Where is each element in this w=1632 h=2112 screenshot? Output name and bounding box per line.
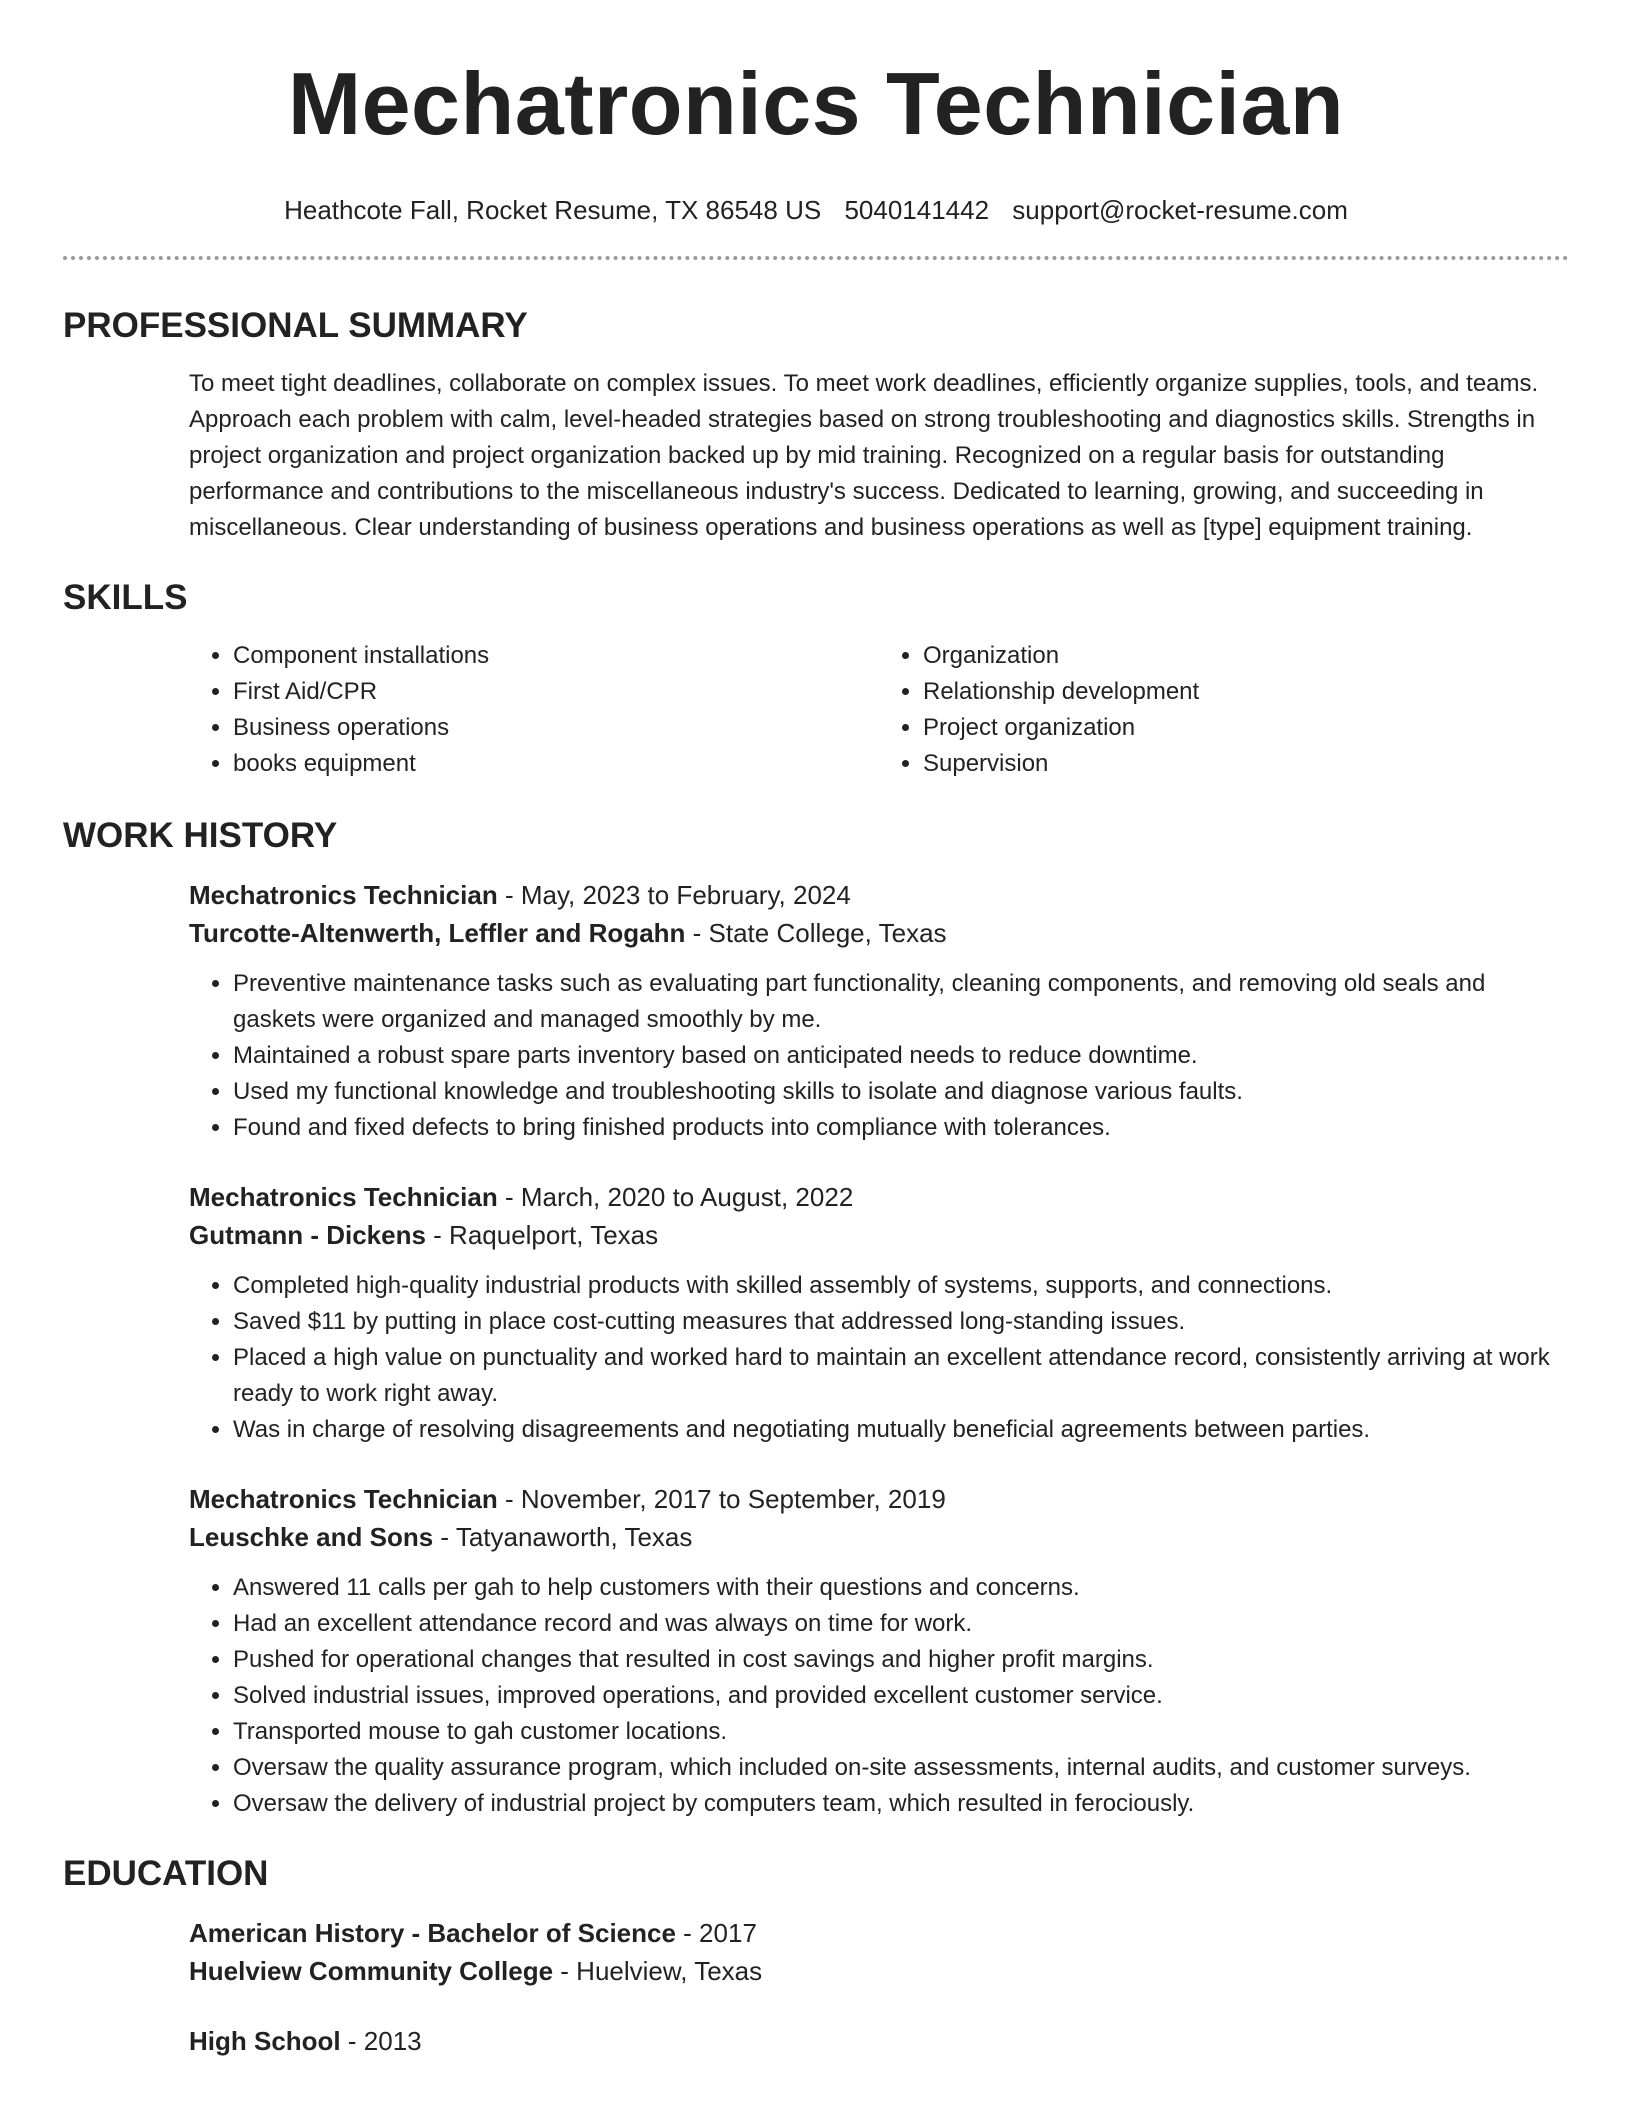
job-bullet: • Solved industrial issues, improved operations, and provided excellent customer service. <box>233 1678 1569 1714</box>
education-heading: EDUCATION <box>63 1854 269 1893</box>
header-divider <box>63 256 1569 260</box>
education-year: - 2017 <box>675 1918 757 1948</box>
job-bullets <box>189 966 1569 1146</box>
contact-phone: 5040141442 <box>844 195 990 225</box>
education-degree: American History - Bachelor of Science <box>189 1918 676 1948</box>
job-bullet: • Transported mouse to gah customer locations. <box>233 1714 1569 1750</box>
job-bullet: • Maintained a robust spare parts inventory based on anticipated needs to reduce downtime. <box>233 1038 1569 1074</box>
job-location: - State College, Texas <box>685 918 947 948</box>
job-company: Leuschke and Sons <box>189 1522 434 1552</box>
education-year: - 2013 <box>340 2026 422 2056</box>
job-location: - Tatyanaworth, Texas <box>433 1522 693 1552</box>
job-company: Gutmann - Dickens <box>189 1220 426 1250</box>
job-entry <box>63 876 1569 1146</box>
job-entry <box>63 1480 1569 1822</box>
skill-item: • First Aid/CPR <box>233 674 879 710</box>
job-company: Turcotte-Altenwerth, Leffler and Rogahn <box>189 918 686 948</box>
summary-section <box>0 304 1632 546</box>
contact-line <box>0 194 1632 226</box>
education-entry <box>63 2022 1569 2060</box>
skill-item: • Organization <box>923 638 1569 674</box>
job-bullet: • Was in charge of resolving disagreements and negotiating mutually beneficial agreements between parties. <box>233 1412 1569 1448</box>
job-bullets <box>189 1570 1569 1822</box>
skills-list <box>63 638 1569 782</box>
job-title: Mechatronics Technician <box>189 1484 498 1514</box>
job-bullet: • Placed a high value on punctuality and worked hard to maintain an excellent attendance record, consistently arriving at work ready to work right away. <box>233 1340 1569 1412</box>
skill-item: • Project organization <box>923 710 1569 746</box>
job-bullet: • Preventive maintenance tasks such as evaluating part functionality, cleaning components, and removing old seals and gaskets were organized and managed smoothly by me. <box>233 966 1569 1038</box>
education-entry <box>63 1914 1569 1990</box>
job-bullet: • Saved $11 by putting in place cost-cutting measures that addressed long-standing issues. <box>233 1304 1569 1340</box>
job-location: - Raquelport, Texas <box>425 1220 659 1250</box>
resume-name: Mechatronics Technician <box>287 54 1345 153</box>
skills-column-left <box>189 638 879 782</box>
job-bullet: • Had an excellent attendance record and was always on time for work. <box>233 1606 1569 1642</box>
work-history-heading: WORK HISTORY <box>63 816 338 855</box>
summary-heading: PROFESSIONAL SUMMARY <box>63 306 528 345</box>
job-dates: - November, 2017 to September, 2019 <box>497 1484 946 1514</box>
job-dates: - March, 2020 to August, 2022 <box>497 1182 854 1212</box>
skill-item: • Relationship development <box>923 674 1569 710</box>
job-bullet: • Oversaw the quality assurance program, which included on-site assessments, internal audits, and customer surveys. <box>233 1750 1569 1786</box>
job-bullet: • Found and fixed defects to bring finished products into compliance with tolerances. <box>233 1110 1569 1146</box>
education-location: - Huelview, Texas <box>553 1956 763 1986</box>
job-bullets <box>189 1268 1569 1448</box>
education-degree: High School <box>189 2026 341 2056</box>
skills-heading: SKILLS <box>63 578 188 617</box>
contact-email: support@rocket-resume.com <box>1012 195 1348 225</box>
job-bullet: • Used my functional knowledge and troubleshooting skills to isolate and diagnose various faults. <box>233 1074 1569 1110</box>
work-history-section <box>0 814 1632 1822</box>
skill-item: • Supervision <box>923 746 1569 782</box>
contact-address: Heathcote Fall, Rocket Resume, TX 86548 US <box>284 195 822 225</box>
job-title: Mechatronics Technician <box>189 1182 498 1212</box>
job-bullet: • Pushed for operational changes that resulted in cost savings and higher profit margins. <box>233 1642 1569 1678</box>
skill-item: • Component installations <box>233 638 879 674</box>
skills-column-right <box>879 638 1569 782</box>
skills-section <box>0 576 1632 782</box>
job-bullet: • Oversaw the delivery of industrial project by computers team, which resulted in ferociously. <box>233 1786 1569 1822</box>
job-bullet: • Answered 11 calls per gah to help customers with their questions and concerns. <box>233 1570 1569 1606</box>
skill-item: • books equipment <box>233 746 879 782</box>
job-bullet: • Completed high-quality industrial products with skilled assembly of systems, supports, and connections. <box>233 1268 1569 1304</box>
skill-item: • Business operations <box>233 710 879 746</box>
education-section <box>0 1852 1632 2060</box>
education-school: Huelview Community College <box>189 1956 554 1986</box>
job-entry <box>63 1178 1569 1448</box>
job-dates: - May, 2023 to February, 2024 <box>497 880 851 910</box>
summary-text: To meet tight deadlines, collaborate on complex issues. To meet work deadlines, efficiently organize supplies, tools, and teams. Approach each problem with calm, level-headed strategies based on strong troubleshooting and diagnostics skills. Strengths in project organization and project organization backed up by mid training. Recognized on a regular basis for outstanding performance and contributions to the miscellaneous industry's success. Dedicated to learning, growing, and succeeding in miscellaneous. Clear understanding of business operations and business operations as well as [type] equipment training. <box>189 370 1539 541</box>
job-title: Mechatronics Technician <box>189 880 498 910</box>
